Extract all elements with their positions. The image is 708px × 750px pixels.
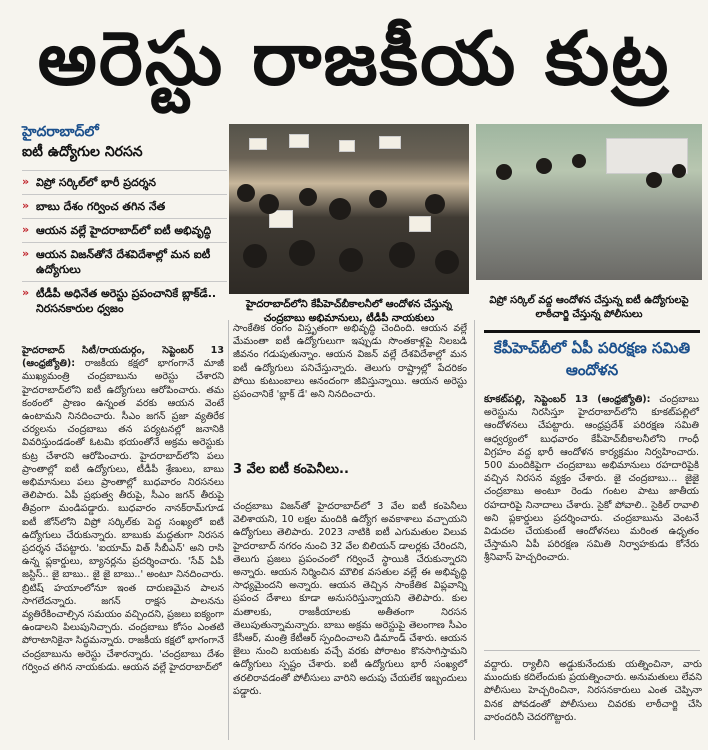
bullet-item: » ఆయన వల్లే హైదరాబాద్‌లో ఐటీ అభివృద్ధి: [22, 218, 227, 242]
article-column-b-continued: చంద్రబాబు విజన్‌తో హైదరాబాద్‌లో 3 వేల ఐటీ కంపెనీలు వెలిశాయని, 10 లక్షల మందికి ఉద్యోగ అవకాశాలు వచ్చాయని ఉద్యోగులు తెలిపారు. 2023 నాటికి ఐటీ ఎగుమతుల విలువ హైదరాబాద్ నగరం నుంచి 32 వేల బిలియన్ డాలర్లకు చేరిందని, తెలుగు ప్రజలు ప్రపంచంలో గర్వించే స్థాయికి చేరుకున్నారని అన్నారు. ఆయన నిర్మించిన మౌలిక వసతుల వల్లే ఈ అభివృద్ధి సాధ్యమైందని అన్నారు. ఆయన తెచ్చిన సాంకేతిక విప్లవాన్ని ప్రపంచ దేశాలు కూడా అనుసరిస్తున్నాయని తెలిపారు. కుల మతాలకు, రాజకీయాలకు అతీతంగా నిరసన తెలుపుతున్నామన్నారు. బాబు అక్రమ అరెస్టుపై తెలంగాణ సీఎం కేసీఆర్, మంత్రి కేటీఆర్ స్పందించాలని డిమాండ్ చేశారు. ఆయన జైలు నుంచి బయటకు వచ్చే వరకు పోరాటం కొనసాగిస్తామని ఉద్యోగులు స్పష్టం చేశారు. ఐటీ ఉద్యోగులు భారీ సంఖ్యలో తరలిరావడంతో పోలీసులు వారిని అదుపు చేయలేక ఇబ్బందులు పడ్డారు.: [233, 501, 467, 697]
article-body: రాజకీయ కక్షలో భాగంగానే మాజీ ముఖ్యమంత్రి చంద్రబాబును అరెస్టు చేశారని హైదరాబాద్‌లోని ఐటీ ఉద్యోగులు ఆరోపించారు. తమ కంఠంలో ప్రాణం ఉన్నంత వరకు ఆయన వెంటే ఉంటామని నినదించారు. సీఎం జగన్ ప్రజా వ్యతిరేక చర్యలను చంద్రబాబు తన పర్యటనల్లో జనానికి వివరిస్తుండడంతో ఓటమి భయంతోనే అక్రమ అరెస్టుకు కుట్ర చేశారని ఆరోపించారు. హైదరాబాద్‌లోని పలు ప్రాంతాల్లో ఐటీ ఉద్యోగులు, టీడీపీ శ్రేణులు, బాబు అభిమానులు పలు ప్రాంతాల్లో బుధవారం నిరసనలు తెలిపారు. ఏపీ ప్రభుత్వ తీరుపై, సీఎం జగన్ తీరుపై తీవ్రంగా మండిపడ్డారు. బుధవారం నానక్‌రామ్‌గూడ ఐటీ జోన్‌లోని విప్రో సర్కిల్‌కు పెద్ద సంఖ్యలో ఐటీ ఉద్యోగులు చేరుకున్నారు. బాబుకు మద్దతుగా నిరసన ప్రదర్శన చేపట్టారు. 'ఐయామ్ విత్ సీబీఎన్' అని రాసి ఉన్న ప్లకార్డులు, బ్యానర్లను ప్రదర్శించారు. 'సేవ్ ఏపీ జస్టిస్.. జై బాబు.. జై జై బాబు..' అంటూ నినదించారు. బ్రిటిష్ హయాంలోనూ ఇంత దారుణమైన పాలన సాగలేదన్నారు. జగన్ రాక్షస పాలనను వ్యతిరేకించాల్సిన సమయం వచ్చిందని, ప్రజలు ఐక్యంగా ఉండాలని పిలుపునిచ్చారు. చంద్రబాబు కోసం ఎంతటి పోరాటానికైనా సిద్ధమన్నారు. రాజకీయ కక్షలో భాగంగానే చంద్రబాబును అరెస్టు చేశారన్నారు. 'చంద్రబాబు దేశం గర్వించ తగిన నాయకుడు. ఆయన వల్లే హైదరాబాద్‌లో: [22, 358, 224, 673]
article-column-b: సాంకేతిక రంగం విస్తృతంగా అభివృద్ధి చెందింది. ఆయన వల్లే మేమంతా ఐటీ ఉద్యోగులుగా ఇప్పుడు సొంతకాళ్లపై నిలబడి జీవనం గడుపుతున్నాం. ఆయన విజన్ వల్లే దేశవిదేశాల్లో మన ఐటీ ఉద్యోగులు పనిచేస్తున్నారు. తెలుగు రాష్ట్రాల్లో పేదరికం పోయి కుటుంబాలు ఆనందంగా జీవిస్తున్నాయి. ఆయన అరెస్టు ప్రపంచానికే 'బ్లాక్ డే' అని నినదించారు.: [233, 323, 467, 401]
bullet-list: [22, 170, 227, 320]
box-article-continued: వద్దారు. ర్యాలీని అడ్డుకునేందుకు యత్నించినా, వారు ముందుకు కదిలేందుకు ప్రయత్నించారు. అనుమతులు లేవని పోలీసులు హెచ్చరించినా, నిరసనకారులు ఎంత చెప్పినా వినక పోవడంతో పోలీసులు చివరకు లాఠీచార్జి చేసి వారందరినీ చెదరగొట్టారు.: [484, 659, 702, 723]
box-body: చంద్రబాబు అరెస్టును నిరసిస్తూ హైదరాబాద్‌లోని కూకట్‌పల్లిలో ఆందోళనలు చేపట్టారు. ఆంధ్రప్రదేశ్ పరిరక్షణ సమితి ఆధ్వర్యంలో బుధవారం కేపీహెచ్‌బీకాలనీలోని గాంధీ విగ్రహం వద్ద భారీ ఆందోళన కార్యక్రమం నిర్వహించారు. 500 మందికిపైగా చంద్రబాబు అభిమానులు రహదారిపైకి వచ్చిన నిరసన వ్యక్తం చేశారు. జై చంద్రబాబు... జైజై చంద్రబాబు అంటూ రెండు గంటల పాటు జాతీయ రహదారిపై నినాదాలు చేశారు. సైకో పోవాలి.. సైకిల్ రావాలి అని ప్లకార్డులు ప్రదర్శించారు. చంద్రబాబును వెంటనే విడుదల చేయకుంటే ఆందోళనలు మరింత ఉధృతం చేస్తామని ఏపీ పరిరక్షణ సమితి నిర్వాహకుడు కోనేరు శ్రీనివాస్ హెచ్చరించారు.: [484, 394, 699, 564]
article-column-a: [22, 344, 224, 674]
bullet-item: » టీడీపీ అధినేత అరెస్టు ప్రపంచానికే బ్లాక్‌డే.. నిరసనకారుల ధ్వజం: [22, 281, 227, 320]
box-divider: [484, 650, 700, 651]
photo-caption-1: హైదరాబాద్‌లోని కేపీహెచ్‌బీకాలనీలో ఆందోళన చేస్తున్న చంద్రబాబు అభిమానులు, టీడీపీ నాయకులు: [246, 299, 452, 324]
box-article: [484, 393, 699, 565]
kicker-line-2: ఐటీ ఉద్యోగుల నిరసన: [22, 144, 143, 160]
dateline: హైదరాబాద్ సిటీ/రాయదుర్గం, సెప్టెంబర్ 13 (ఆంధ్రజ్యోతి):: [22, 345, 224, 370]
kicker: [22, 122, 222, 162]
police-lathicharge-photo: [476, 124, 702, 280]
column-divider: [228, 320, 229, 740]
bullet-item: » విప్రో సర్కిల్‌లో భారీ ప్రదర్శన: [22, 170, 227, 194]
kicker-line-1: హైదరాబాద్‌లో: [22, 124, 99, 140]
bullet-item: » ఆయన విజన్‌తోనే దేశవిదేశాల్లో మన ఐటీ ఉద్యోగులు: [22, 242, 227, 281]
headline: అరెస్టు రాజకీయ కుట్ర: [37, 16, 671, 102]
photo-caption-2: విప్రో సర్కిల్ వద్ద ఆందోళన చేస్తున్న ఐటీ ఉద్యోగులపై లాఠీచార్జి చేస్తున్న పోలీసులు: [489, 295, 689, 320]
section-subhead: 3 వేల ఐటీ కంపెనీలు..: [233, 462, 349, 477]
column-divider: [474, 320, 475, 740]
protest-crowd-photo: [229, 124, 469, 294]
box-dateline: కూకట్‌పల్లి, సెప్టెంబర్ 13 (ఆంధ్రజ్యోతి):: [484, 394, 651, 405]
box-headline: కేపీహెచ్‌బీలో ఏపీ పరిరక్షణ సమితి ఆందోళన: [484, 330, 700, 391]
bullet-item: » బాబు దేశం గర్వించ తగిన నేత: [22, 194, 227, 218]
